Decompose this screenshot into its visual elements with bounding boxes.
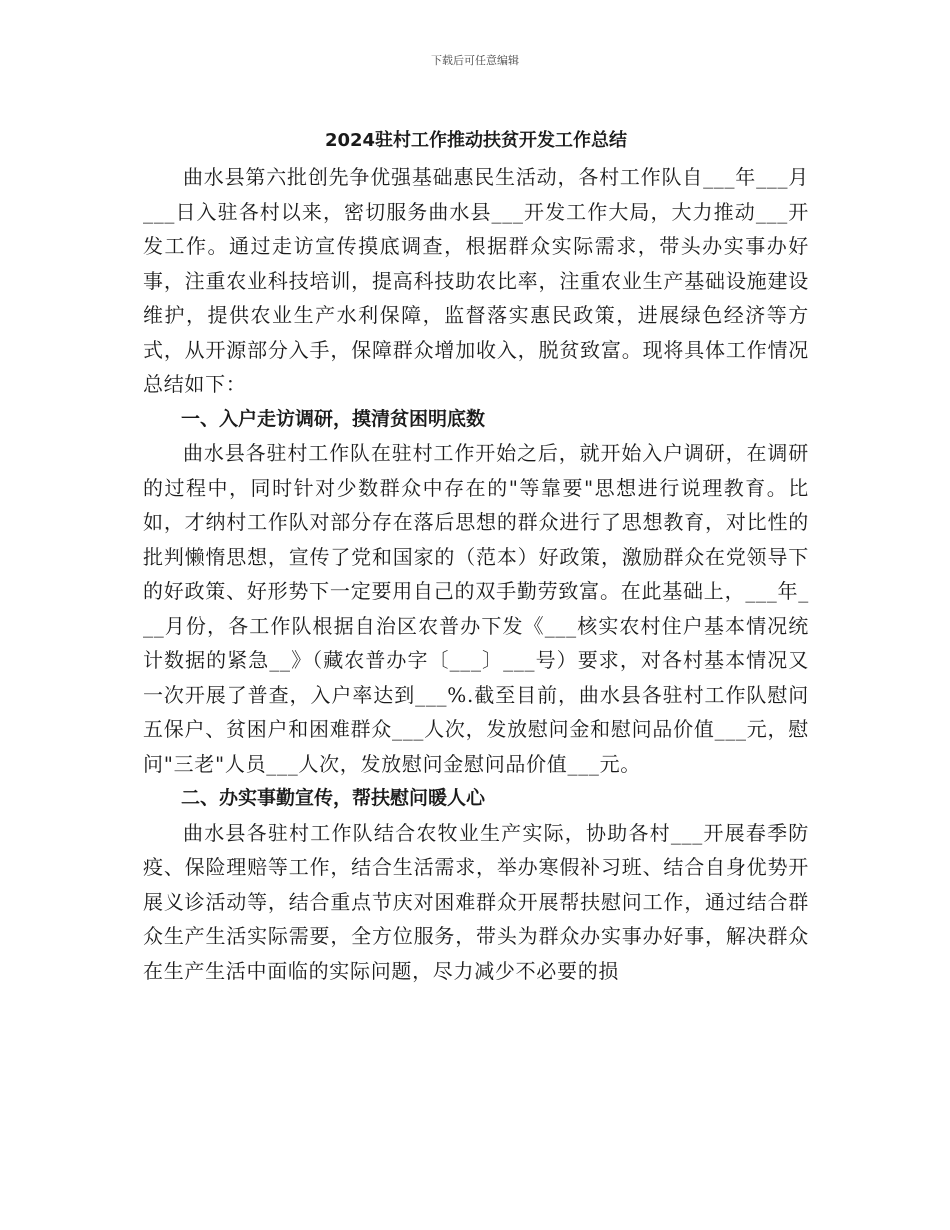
page-header-note: 下载后可任意编辑 bbox=[431, 54, 519, 67]
document-page bbox=[143, 122, 809, 988]
section-1-paragraph: 曲水县各驻村工作队在驻村工作开始之后，就开始入户调研，在调研的过程中，同时针对少数群众中存在的"等靠要"思想进行说理教育。比如，才纳村工作队对部分存在落后思想的群众进行了思想教育，对比性的批判懒惰思想，宣传了党和国家的（范本）好政策，激励群众在党领导下的好政策、好形势下一定要用自己的双手勤劳致富。在此基础上，___年___月份，各工作队根据自治区农普办下发《___核实农村住户基本情况统计数据的紧急__》（藏农普办字〔___〕___号）要求，对各村基本情况又一次开展了普查，入户率达到___%.截至目前，曲水县各驻村工作队慰问五保户、贫困户和困难群众___人次，发放慰问金和慰问品价值___元，慰问"三老"人员___人次，发放慰问金慰问品价值___元。 bbox=[143, 441, 809, 776]
document-title: 2024驻村工作推动扶贫开发工作总结 bbox=[324, 130, 628, 151]
section-heading-1: 一、入户走访调研，摸清贫困明底数 bbox=[181, 407, 486, 430]
section-heading-2: 二、办实事勤宣传，帮扶慰问暖人心 bbox=[181, 787, 486, 809]
intro-paragraph: 曲水县第六批创先争优强基础惠民生活动，各村工作队自___年___月___日入驻各村以来，密切服务曲水县___开发工作大局，大力推动___开发工作。通过走访宣传摸底调查，根据群众实际需求，带头办实事办好事，注重农业科技培训，提高科技助农比率，注重农业生产基础设施建设维护，提供农业生产水利保障，监督落实惠民政策，进展绿色经济等方式，从开源部分入手，保障群众增加收入，脱贫致富。现将具体工作情况总结如下： bbox=[143, 165, 809, 396]
section-2-paragraph: 曲水县各驻村工作队结合农牧业生产实际，协助各村___开展春季防疫、保险理赔等工作，结合生活需求，举办寒假补习班、结合自身优势开展义诊活动等，结合重点节庆对困难群众开展帮扶慰问工作，通过结合群众生产生活实际需要，全方位服务，带头为群众办实事办好事，解决群众在生产生活中面临的实际问题，尽力减少不必要的损 bbox=[143, 820, 809, 983]
